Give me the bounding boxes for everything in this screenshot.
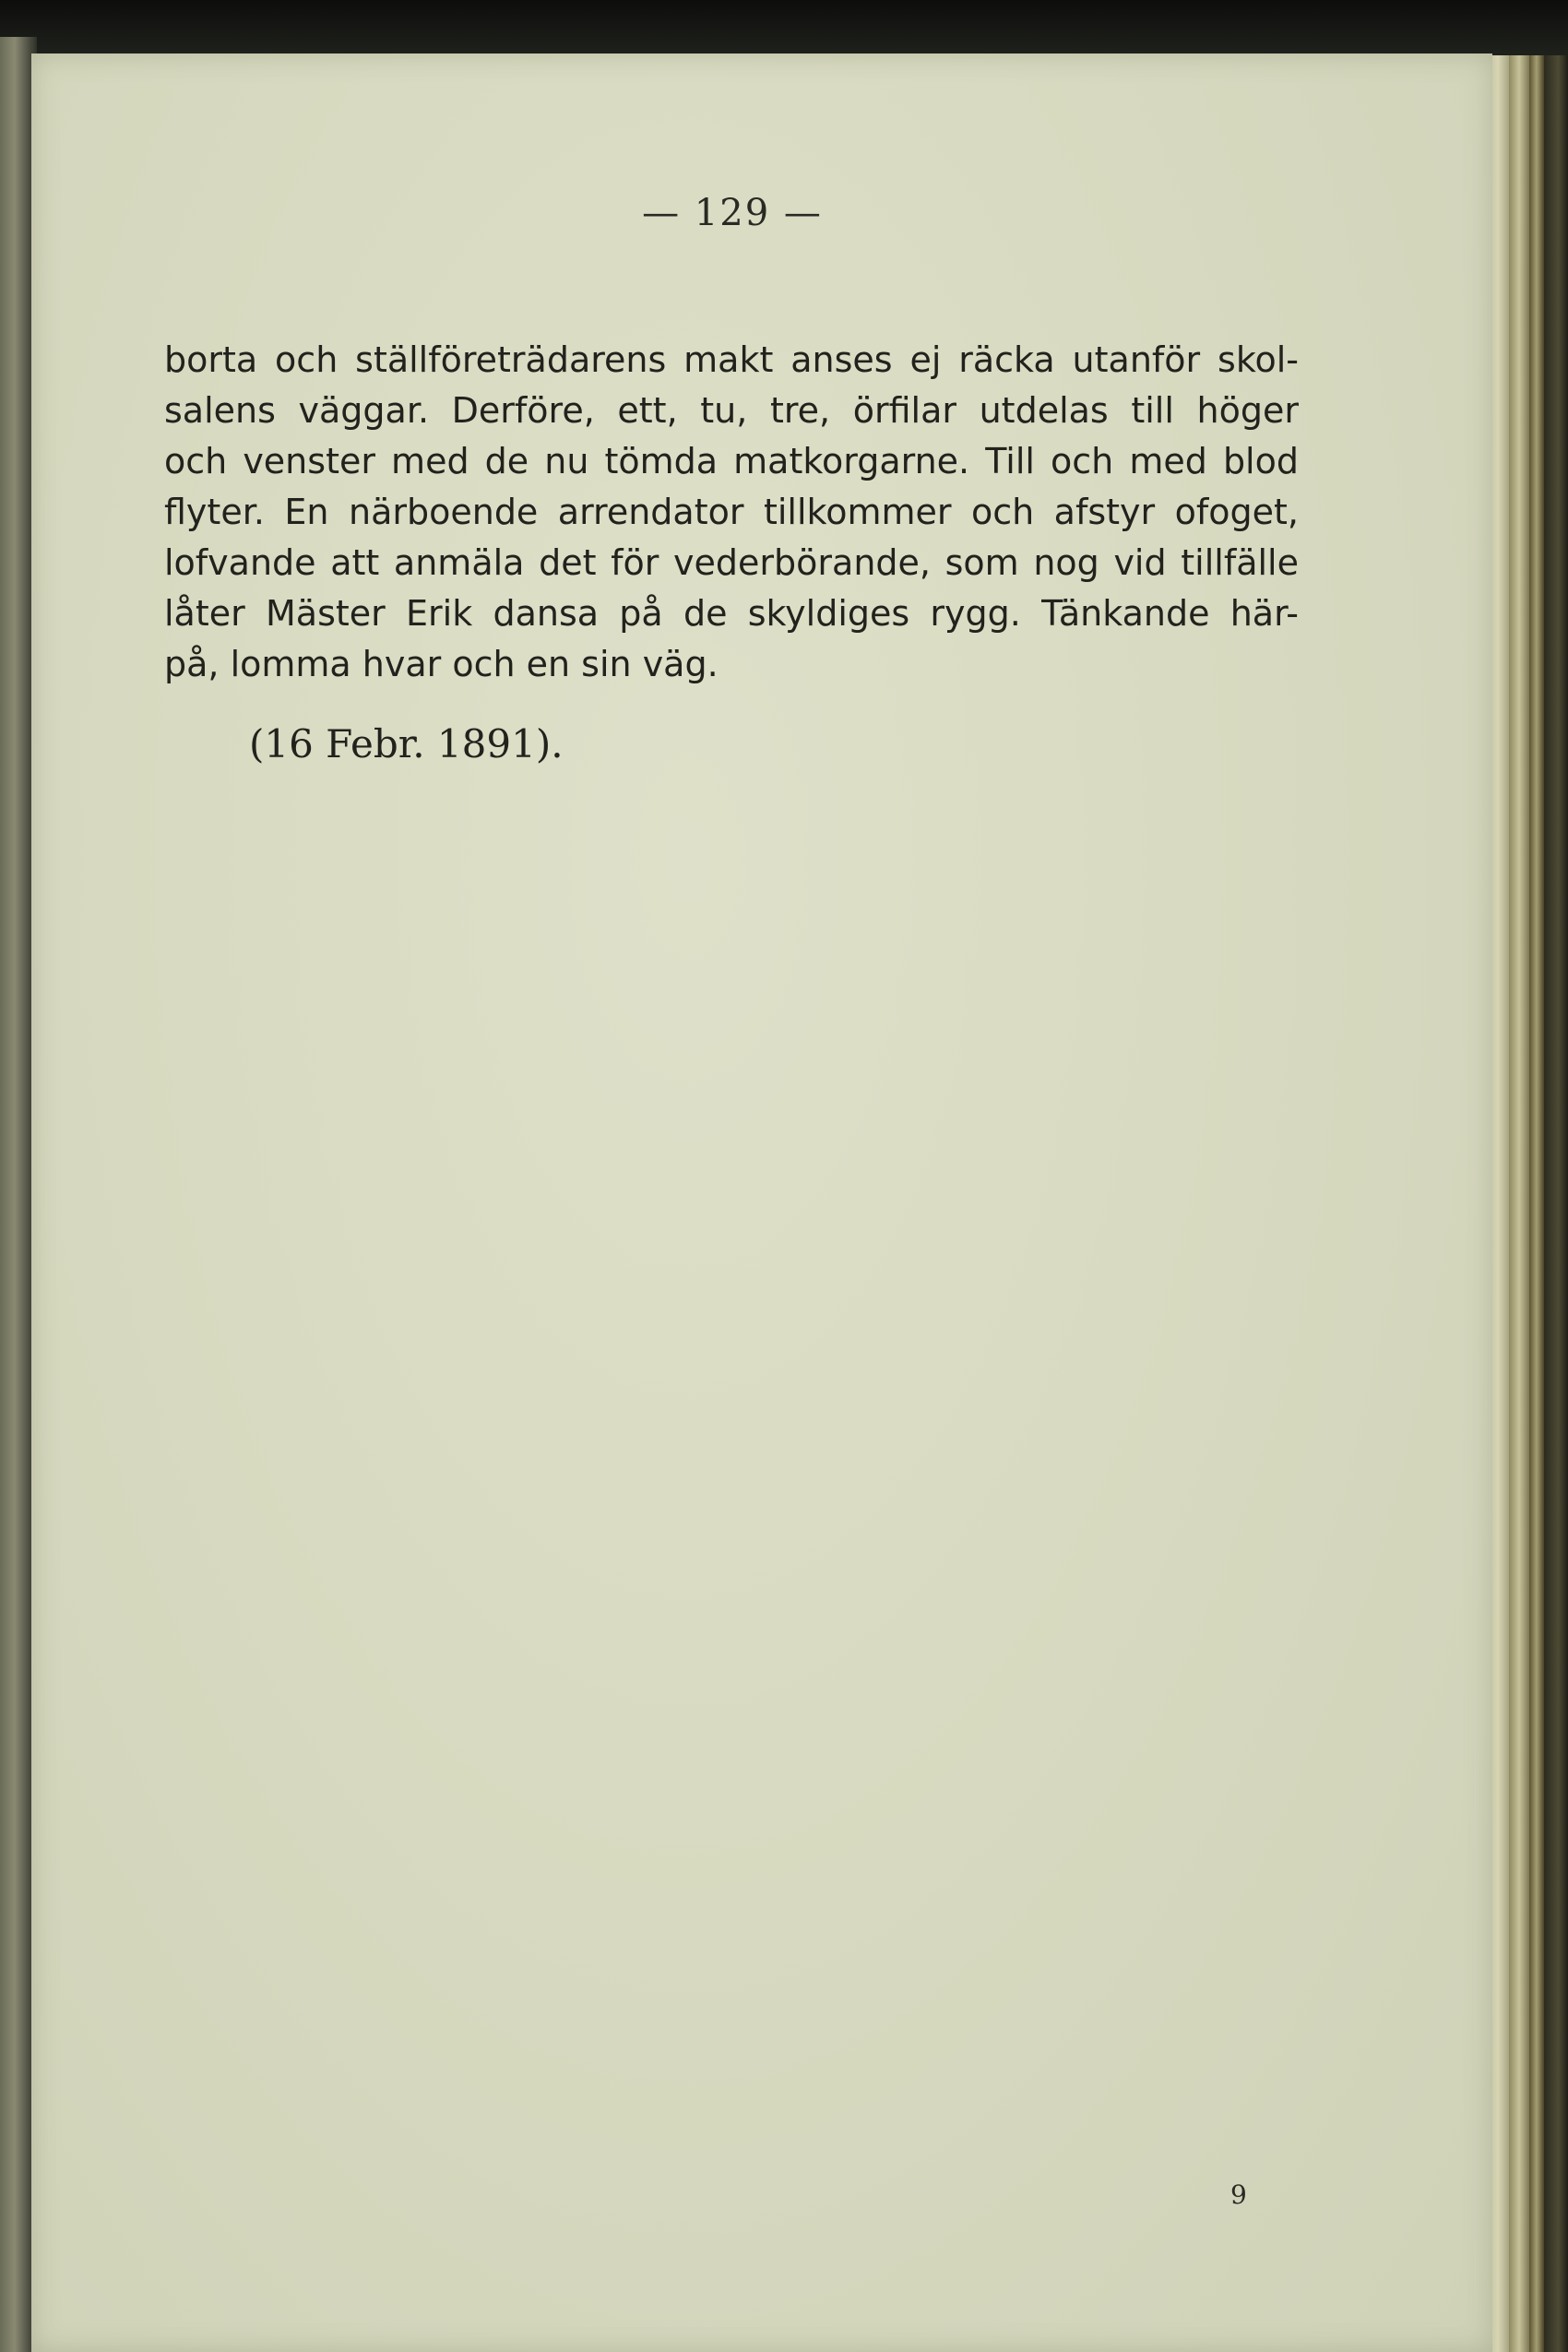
date-line: (16 Febr. 1891). <box>249 721 564 766</box>
text-line: lofvande att anmäla det för vederbörande, som nog vid tillfälle <box>164 542 1299 583</box>
page-number-header: — 129 — <box>642 192 823 234</box>
page-stack-edge <box>1529 55 1544 2352</box>
text-line: på, lomma hvar och en sin väg. <box>164 644 719 684</box>
paragraph <box>164 335 1299 690</box>
text-line: flyter. En närboende arrendator tillkommer och afstyr ofoget, <box>164 492 1299 532</box>
book-cover-edge <box>1544 55 1568 2352</box>
text-line: salens väggar. Derföre, ett, tu, tre, örfilar utdelas till höger <box>164 390 1299 431</box>
text-line: låter Mäster Erik dansa på de skyldiges rygg. Tänkande här- <box>164 593 1299 634</box>
text-line: borta och ställföreträdarens makt anses ej räcka utanför skol- <box>164 339 1299 380</box>
page-stack-edge <box>1509 55 1529 2352</box>
signature-mark: 9 <box>1230 2180 1247 2210</box>
text-line: och venster med de nu tömda matkorgarne. Till och med blod <box>164 441 1299 481</box>
book-page <box>31 53 1492 2352</box>
